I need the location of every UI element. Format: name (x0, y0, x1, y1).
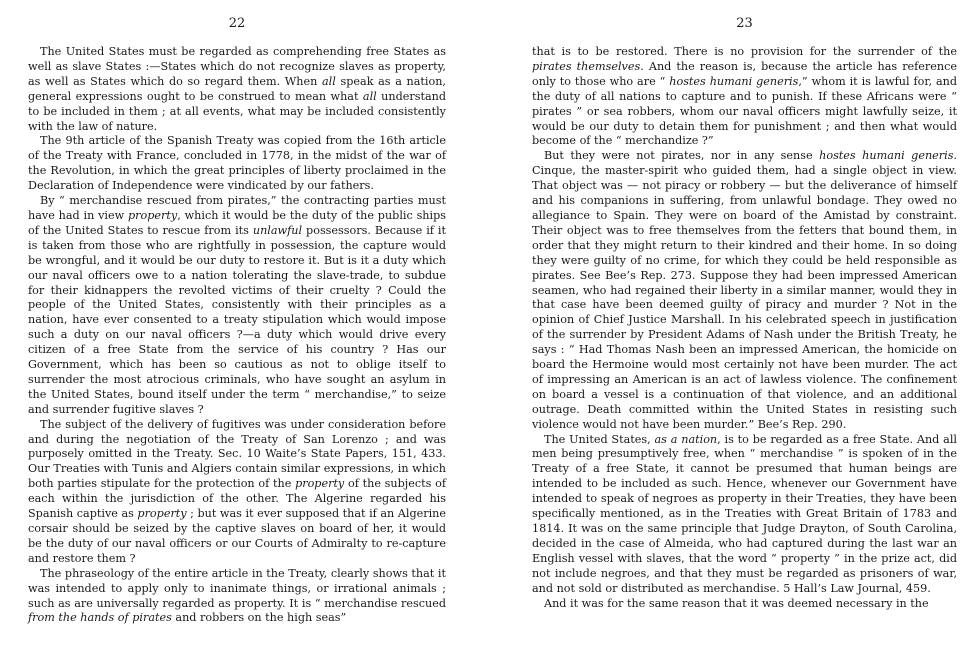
italic-text: as a nation (654, 432, 718, 446)
italic-text: all (362, 89, 377, 103)
text-run: The 9th article of the Spanish Treaty was copied from the 16th article of the Treaty with France, concluded in 1778, in the midst of the war of the Revolution, in which the great principles of liberty proclaimed in the Declaration of Independence were vindicated by our fathers. (28, 134, 446, 193)
italic-text: hostes humani generis (669, 74, 799, 88)
paragraph (532, 433, 957, 597)
right-page-number: 23 (736, 16, 753, 31)
paragraph (28, 134, 446, 194)
text-run: of the subjects of each within the jurisdiction of the other. The Algerine regarded his Spanish captive as (28, 477, 446, 521)
italic-text: property (137, 507, 187, 521)
paragraph (532, 597, 957, 612)
text-run: , is to be regarded as a free State. And all men being presumptively free, when “ merchandise ” is spoken of in the Treaty of a free State, it cannot be presumed that human beings are intended to be included as such. Hence, whenever our Government have intended to speak of negroes as property in their Treaties, they have been specifically mentioned, as in the Treaties with Great Britain of 1783 and 1814. It was on the same principle that Judge Drayton, of South Carolina, decided in the case of Almeida, who had captured during the last war an English vessel with slaves, that the word “ property ” in the prize act, did not include negroes, and that they must be regarded as prisoners of war, and not sold or distributed as merchandise. 5 Hall’s Law Journal, 459. (532, 432, 957, 595)
italic-text: unlawful (252, 223, 303, 237)
left-page (28, 0, 446, 667)
italic-text: property (128, 208, 178, 222)
text-run: . And the reason is, because the article has reference only to those who are “ (532, 59, 957, 88)
left-page-number: 22 (228, 16, 246, 31)
text-run: But they were not pirates, nor in any sense (544, 149, 820, 163)
text-run: ; but was it ever supposed that if an Algerine corsair should be seized by the captive slaves on board of her, it would be the duty of our naval officers or our Courts of Admiralty to re-capture and restore them ? (28, 507, 446, 565)
left-page-body (28, 45, 446, 626)
text-run: ,” whom it is lawful for, and the duty of all nations to capture and to punish. If these Africans were “ pirates ” or sea robbers, whom our naval officers might lawfully seize, it would be our duty to detain them for punishment ; and then what would become of the “ merchandize ?” (532, 74, 957, 148)
right-page-body (532, 45, 957, 611)
text-run: and robbers on the high seas” (171, 611, 347, 625)
italic-text: hostes humani generis (819, 149, 954, 163)
text-run: , which it would be the duty of the public ships of the United States to rescue from its (28, 208, 446, 237)
paragraph (28, 418, 446, 567)
text-run: The phraseology of the entire article in the Treaty, clearly shows that it was intended to apply only to inanimate things, or irrational animals ; such as are universally regarded as property. It is “ merchandise rescued (28, 566, 446, 610)
text-run: By “ merchandise rescued from pirates,” the contracting parties must have had in view (28, 194, 446, 222)
italic-text: property (295, 477, 345, 491)
paragraph (28, 45, 446, 134)
italic-text: from the hands of pirates (28, 611, 172, 625)
right-page (532, 0, 957, 667)
text-run: that is to be restored. There is no provision for the surrender of the (532, 45, 957, 58)
paragraph (532, 45, 957, 149)
text-run: . Cinque, the master-spirit who guided them, had a single object in view. That object was — not piracy or robbery — but the deliverance of himself and his companions in suffering, from unlawful bondage. They owed no allegiance to Spain. They were on board of the Amistad by constraint. Their object was to free themselves from the fetters that bound them, in order that they might return to their kindred and their home. In so doing they were guilty of no crime, for which they could be held responsible as pirates. See Bee’s Rep. 273. Suppose they had been impressed American seamen, who had regained their liberty in a similar manner, would they in that case have been deemed guilty of piracy and murder ? Not in the opinion of Chief Justice Marshall. In his celebrated speech in justification of the surrender by President Adams of Nash under the British Treaty, he says : “ Had Thomas Nash been an impressed American, the homicide on board the Hermoine would most certainly not have been murder. The act of impressing an American is an act of lawless violence. The confinement on board a vessel is a continuation of that violence, and an additional outrage. Death committed within the United States in resisting such violence would not have been murder.” Bee’s Rep. 290. (532, 149, 957, 431)
text-run: And it was for the same reason that it was deemed necessary in the (544, 596, 929, 610)
text-run: The United States must be regarded as comprehending free States as well as slave States :—States which do not recognize slaves as property, as well as States which do so regard them. When (28, 45, 446, 88)
text-run: possessors. Because if it is taken from those who are rightfully in possession, the capture would be wrongful, and it would be our duty to restore it. But is it a duty which our naval officers owe to a nation tolerating the slave-trade, to subdue for their kidnappers the revolted victims of their cruelty ? Could the people of the United States, consistently with their principles as a nation, have ever consented to a treaty stipulation which would impose such a duty on our naval officers ?—a duty which would drive every citizen of a free State from the service of his country ? Has our Government, which has been so cautious as not to oblige itself to surrender the most atrocious criminals, who have sought an asylum in the United States, bound itself under the term “ merchandise,” to seize and surrender fugitive slaves ? (28, 223, 446, 416)
italic-text: all (322, 74, 336, 88)
paragraph (28, 194, 446, 418)
italic-text: pirates themselves (532, 59, 641, 73)
text-run: understand to be included in them ; at all events, what may be included consistently with the law of nature. (28, 89, 446, 133)
text-run: speak as a nation, general expressions ought to be construed to mean what (28, 74, 446, 103)
text-run: The subject of the delivery of fugitives was under consideration before and during the negotiation of the Treaty of San Lorenzo ; and was purposely omitted in the Treaty. Sec. 10 Waite’s State Papers, 151, 433. Our Treaties with Tunis and Algiers contain similar expressions, in which both parties stipulate for the protection of the (28, 417, 446, 491)
paragraph (532, 149, 957, 432)
paragraph (28, 567, 446, 627)
text-run: The United States, (544, 432, 655, 446)
